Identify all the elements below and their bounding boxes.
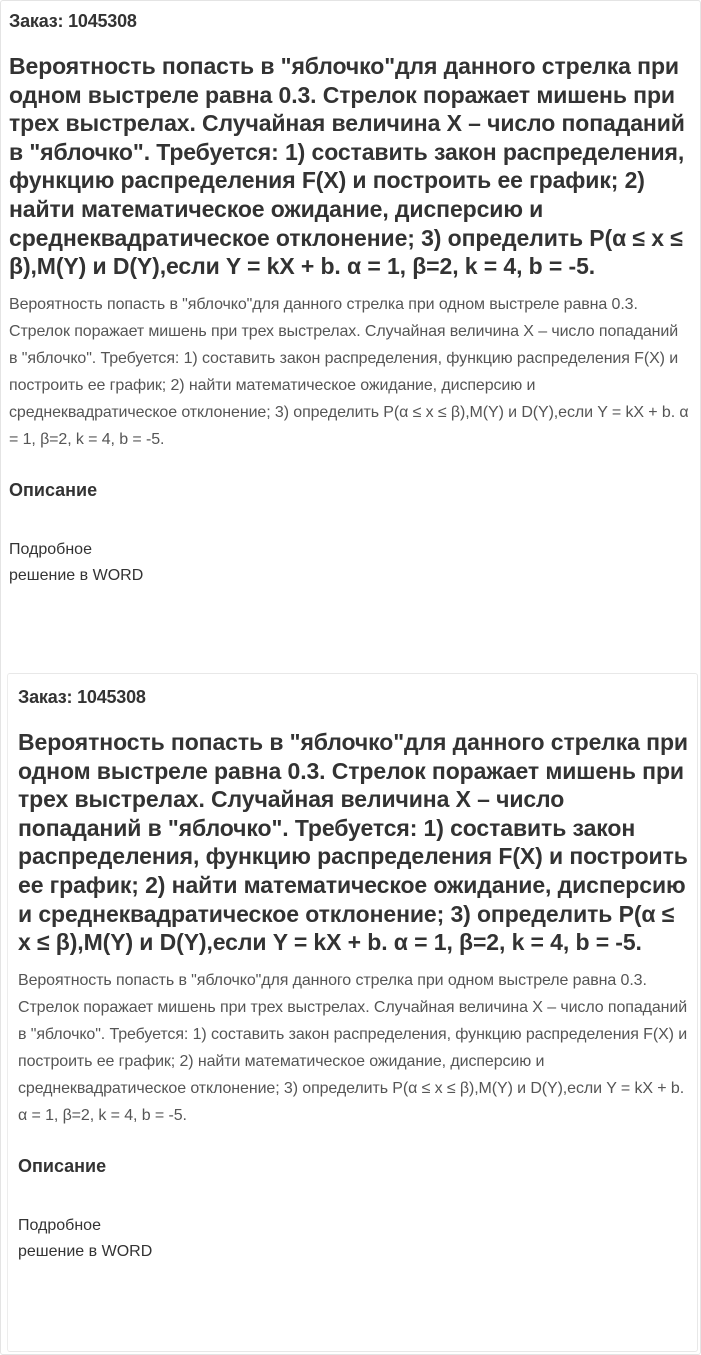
order-number: Заказ: 1045308 xyxy=(18,687,146,707)
task-title: Вероятность попасть в "яблочко"для данного стрелка при одном выстреле равна 0.3. Стрелок поражает мишень при трех выстрелах. Случайная величина X – число попаданий в "яблочко". Требуется: 1) составить закон распределения, функцию распределения F(X) и построить ее график; 2) найти математическое ожидание, дисперсию и среднеквадратическое отклонение; 3) определить P(α ≤ x ≤ β),M(Y) и D(Y),если Y = kX + b. α = 1, β=2, k = 4, b = -5. xyxy=(18,729,688,956)
description-text: Подробное решение в WORD xyxy=(9,540,144,584)
description-text: Подробное решение в WORD xyxy=(18,1216,153,1260)
task-text: Вероятность попасть в "яблочко"для данного стрелка при одном выстреле равна 0.3. Стрелок поражает мишень при трех выстрелах. Случайная величина X – число попаданий в "яблочко". Требуется: 1) составить закон распределения, функцию распределения F(X) и построить ее график; 2) найти математическое ожидание, дисперсию и среднеквадратическое отклонение; 3) определить P(α ≤ x ≤ β),M(Y) и D(Y),если Y = kX + b. α = 1, β=2, k = 4, b = -5. xyxy=(18,971,688,1124)
task-title: Вероятность попасть в "яблочко"для данного стрелка при одном выстреле равна 0.3. Стрелок поражает мишень при трех выстрелах. Случайная величина X – число попаданий в "яблочко". Требуется: 1) составить закон распределения, функцию распределения F(X) и построить ее график; 2) найти математическое ожидание, дисперсию и среднеквадратическое отклонение; 3) определить P(α ≤ x ≤ β),M(Y) и D(Y),если Y = kX + b. α = 1, β=2, k = 4, b = -5. xyxy=(9,53,685,280)
description-heading: Описание xyxy=(18,1155,107,1176)
order-block-2 xyxy=(18,684,690,1265)
task-text: Вероятность попасть в "яблочко"для данного стрелка при одном выстреле равна 0.3. Стрелок поражает мишень при трех выстрелах. Случайная величина X – число попаданий в "яблочко". Требуется: 1) составить закон распределения, функцию распределения F(X) и построить ее график; 2) найти математическое ожидание, дисперсию и среднеквадратическое отклонение; 3) определить P(α ≤ x ≤ β),M(Y) и D(Y),если Y = kX + b. α = 1, β=2, k = 4, b = -5. xyxy=(9,295,689,448)
order-block-1 xyxy=(9,8,689,589)
order-number: Заказ: 1045308 xyxy=(9,11,137,31)
description-heading: Описание xyxy=(9,479,98,500)
